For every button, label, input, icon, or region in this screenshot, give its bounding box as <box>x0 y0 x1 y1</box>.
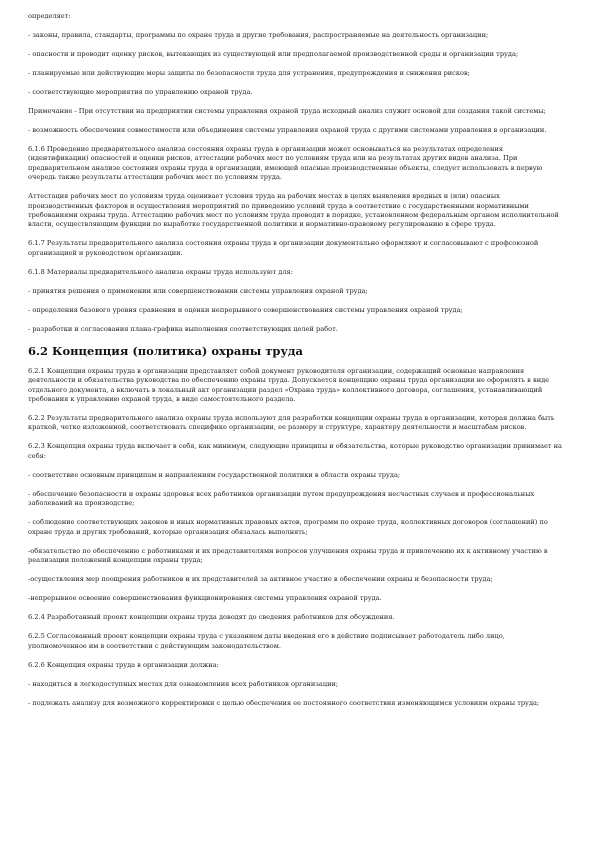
paragraph: Аттестация рабочих мест по условиям труда оценивает условия труда на рабочих местах в целях выявления вредных и (или) опасных производственных факторов и осуществления мероприятий по приведению условий труда в соответствие с государственными нормативными требованиями охраны труда. Аттестацию рабочих мест по условиям труда проводят в порядке, установленном федеральным органом исполнительной власти, осуществляющим функции по выработке государственной политики и нормативно-правовому регулированию в сфере труда. <box>28 192 559 229</box>
paragraph: - разработки и согласования плана-графика выполнения соответствующих целей работ. <box>28 324 338 333</box>
paragraph: - соответствующие мероприятия по управлению охраной труда. <box>28 88 253 96</box>
paragraph: определяет: <box>28 12 71 20</box>
paragraph: 6.2.6 Концепция охраны труда в организации должна: <box>28 660 219 669</box>
text-block-bottom <box>28 367 563 708</box>
paragraph: - планируемые или действующие меры защиты по безопасности труда для устранения, предупреждения и снижения рисков; <box>28 69 470 77</box>
paragraph: - определения базового уровня сравнения и оценки непрерывного совершенствования системы управления охраной труда; <box>28 305 463 314</box>
paragraph: - находиться в легкодоступных местах для ознакомления всех работников организации; <box>28 679 339 688</box>
paragraph: 6.2.1 Концепция охраны труда в организации представляет собой документ руководителя организации, содержащий основные направления деятельности и обязательства руководства по обеспечению охраны труда. Допускается концепцию охраны труда организации не оформлять в виде отдельного документа, а включать в локальный акт организации раздел «Охрана труда» коллективного договора, соглашения, устанавливающий требования к управлению охраной труда, в виде самостоятельного раздела. <box>28 366 550 404</box>
paragraph: - возможность обеспечения совместимости или объединения системы управления охраной труда с другими системами управления в организации. <box>28 126 547 134</box>
paragraph: Примечание - При отсутствии на предприятии системы управления охраной труда исходный анализ служит основой для создания такой системы; <box>28 107 546 115</box>
paragraph: -обязательство по обеспечению с работниками и их представителями вопросов улучшения охраны труда и привлечению их к активному участию в реализации положений концепции охраны труда; <box>28 546 548 565</box>
paragraph: - обеспечение безопасности и охраны здоровья всех работников организации путем предупреждения несчастных случаев и профессиональных заболеваний на производстве; <box>28 489 535 508</box>
paragraph: 6.1.6 Проведение предварительного анализа состояния охраны труда в организации может основываться на результатах определения (идентификации) опасностей и оценки рисков, аттестации рабочих мест по условиям труда или на результатах других видов анализа. При предварительном анализе состояния охраны труда в организации, имеющей опасные производственные объекты, следует использовать в первую очередь также результаты аттестации рабочих мест по условиям труда. <box>28 145 543 182</box>
paragraph: 6.1.8 Материалы предварительного анализа охраны труда используют для: <box>28 267 293 276</box>
paragraph: 6.2.2 Результаты предварительного анализа охраны труда используют для разработки концепции охраны труда в организации, которая должна быть краткой, четко изложенной, соответствовать специфике организации, ее размеру и структуре, характеру деятельности и масштабам рисков. <box>28 414 555 432</box>
paragraph: 6.1.7 Результаты предварительного анализа состояния охраны труда в организации документально оформляют и согласовывают с профсоюзной организацией и руководством организации. <box>28 239 539 257</box>
paragraph: - подлежать анализу для возможного корректировки с целью обеспечения ее постоянного соответствия изменяющимся условиям охраны труда; <box>28 698 540 707</box>
paragraph: 6.2.4 Разработанный проект концепции охраны труда доводят до сведения работников для обсуждения. <box>28 613 395 622</box>
paragraph: -осуществления мер поощрения работников и их представителей за активное участие в обеспечении охраны и безопасности труда; <box>28 575 493 584</box>
paragraph: 6.2.5 Согласованный проект концепции охраны труда с указанием даты введения его в действие подписывает работодатель либо лицо, уполномоченное им в соответствии с действующим законодательством. <box>28 632 505 650</box>
paragraph: - законы, правила, стандарты, программы по охране труда и другие требования, распространяемые на деятельность организации; <box>28 31 489 39</box>
section-heading: 6.2 Концепция (политика) охраны труда <box>28 343 303 358</box>
text-block-top <box>28 12 563 334</box>
paragraph: - опасности и проводит оценку рисков, вытекающих из существующей или предполагаемой производственной среды и организации труда; <box>28 50 519 58</box>
paragraph: - соответствие основным принципам и направлениям государственной политики в области охраны труда; <box>28 470 401 479</box>
paragraph: -непрерывное освоение совершенствования функционирования системы управления охраной труда. <box>28 594 382 603</box>
paragraph: 6.2.3 Концепция охраны труда включает в себя, как минимум, следующие принципы и обязательства, которые руководство организации принимает на себя: <box>28 442 562 460</box>
paragraph: - соблюдение соответствующих законов и иных нормативных правовых актов, программ по охране труда, коллективных договоров (соглашений) по охране труда и других требований, которые организация обязалась выполнять; <box>28 518 548 536</box>
paragraph: - принятия решения о применении или совершенствовании системы управления охраной труда; <box>28 286 368 295</box>
